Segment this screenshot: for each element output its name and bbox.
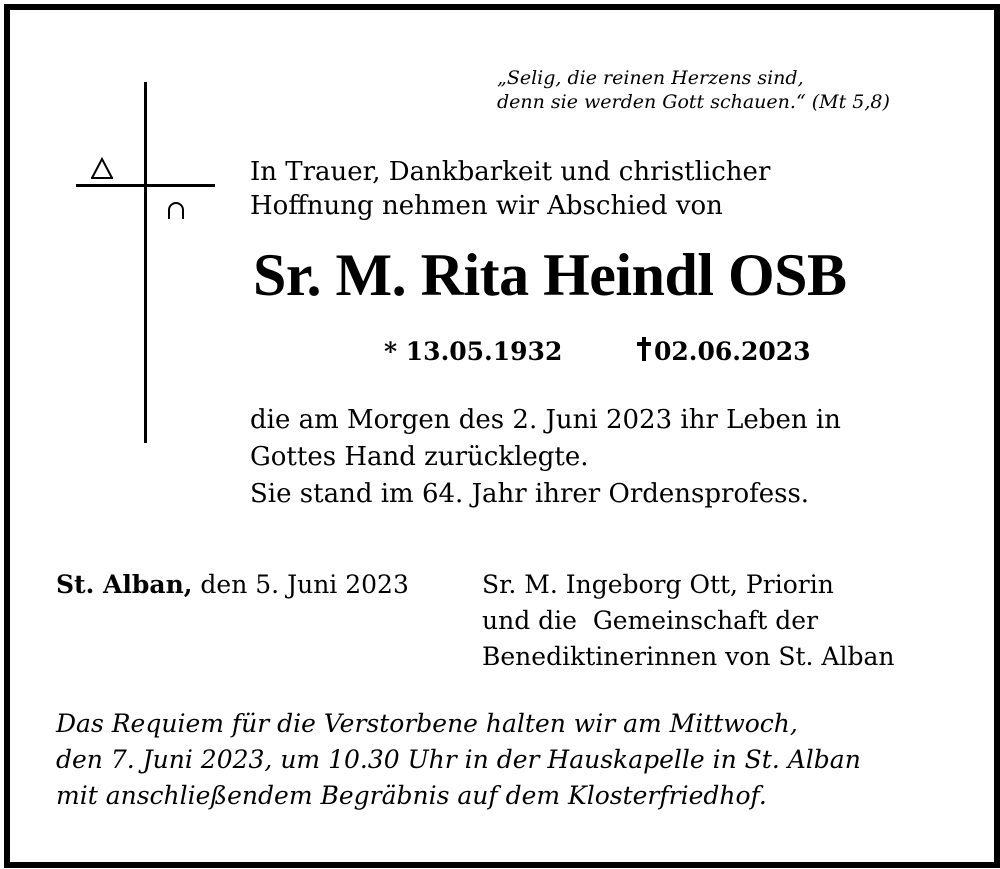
- cross-icon: [144, 82, 147, 443]
- place: St. Alban,: [56, 570, 193, 599]
- signer-line-3: Benediktinerinnen von St. Alban: [482, 642, 895, 671]
- verse-line-2-text: denn sie werden Gott schauen.“: [497, 91, 806, 113]
- signers: [482, 567, 895, 675]
- requiem-line-2: den 7. Juni 2023, um 10.30 Uhr in der Hauskapelle in St. Alban: [56, 745, 861, 774]
- signer-line-2: und die Gemeinschaft der: [482, 606, 819, 635]
- requiem-line-3: mit anschließendem Begräbnis auf dem Klosterfriedhof.: [56, 781, 767, 810]
- cross-bar: [76, 184, 215, 187]
- body-line-3: Sie stand im 64. Jahr ihrer Ordensprofess.: [250, 479, 810, 509]
- date: den 5. Juni 2023: [200, 570, 409, 599]
- verse-reference: (Mt 5,8): [811, 91, 890, 113]
- obituary-body: [250, 402, 841, 513]
- signer-line-1: Sr. M. Ingeborg Ott, Priorin: [482, 570, 834, 599]
- intro-text: [250, 155, 770, 223]
- omega-icon: [166, 200, 186, 220]
- verse-line-2: [497, 90, 890, 114]
- death-date-group: [636, 335, 811, 369]
- requiem-line-1: Das Requiem für die Verstorbene halten wir am Mittwoch,: [56, 709, 798, 738]
- bible-verse: [497, 66, 890, 114]
- body-line-1: die am Morgen des 2. Juni 2023 ihr Leben in: [250, 405, 841, 435]
- birth-date: * 13.05.1932: [384, 337, 563, 366]
- verse-line-1: „Selig, die reinen Herzens sind,: [497, 67, 804, 89]
- deceased-name: Sr. M. Rita Heindl OSB: [253, 242, 847, 308]
- death-date: 02.06.2023: [654, 337, 811, 366]
- body-line-2: Gottes Hand zurücklegte.: [250, 442, 589, 472]
- alpha-icon: [90, 156, 114, 180]
- intro-line-1: In Trauer, Dankbarkeit und christlicher: [250, 157, 771, 187]
- place-date: [56, 567, 409, 603]
- intro-line-2: Hoffnung nehmen wir Abschied von: [250, 191, 723, 221]
- death-cross-icon: [636, 336, 652, 362]
- requiem-notice: [56, 706, 861, 814]
